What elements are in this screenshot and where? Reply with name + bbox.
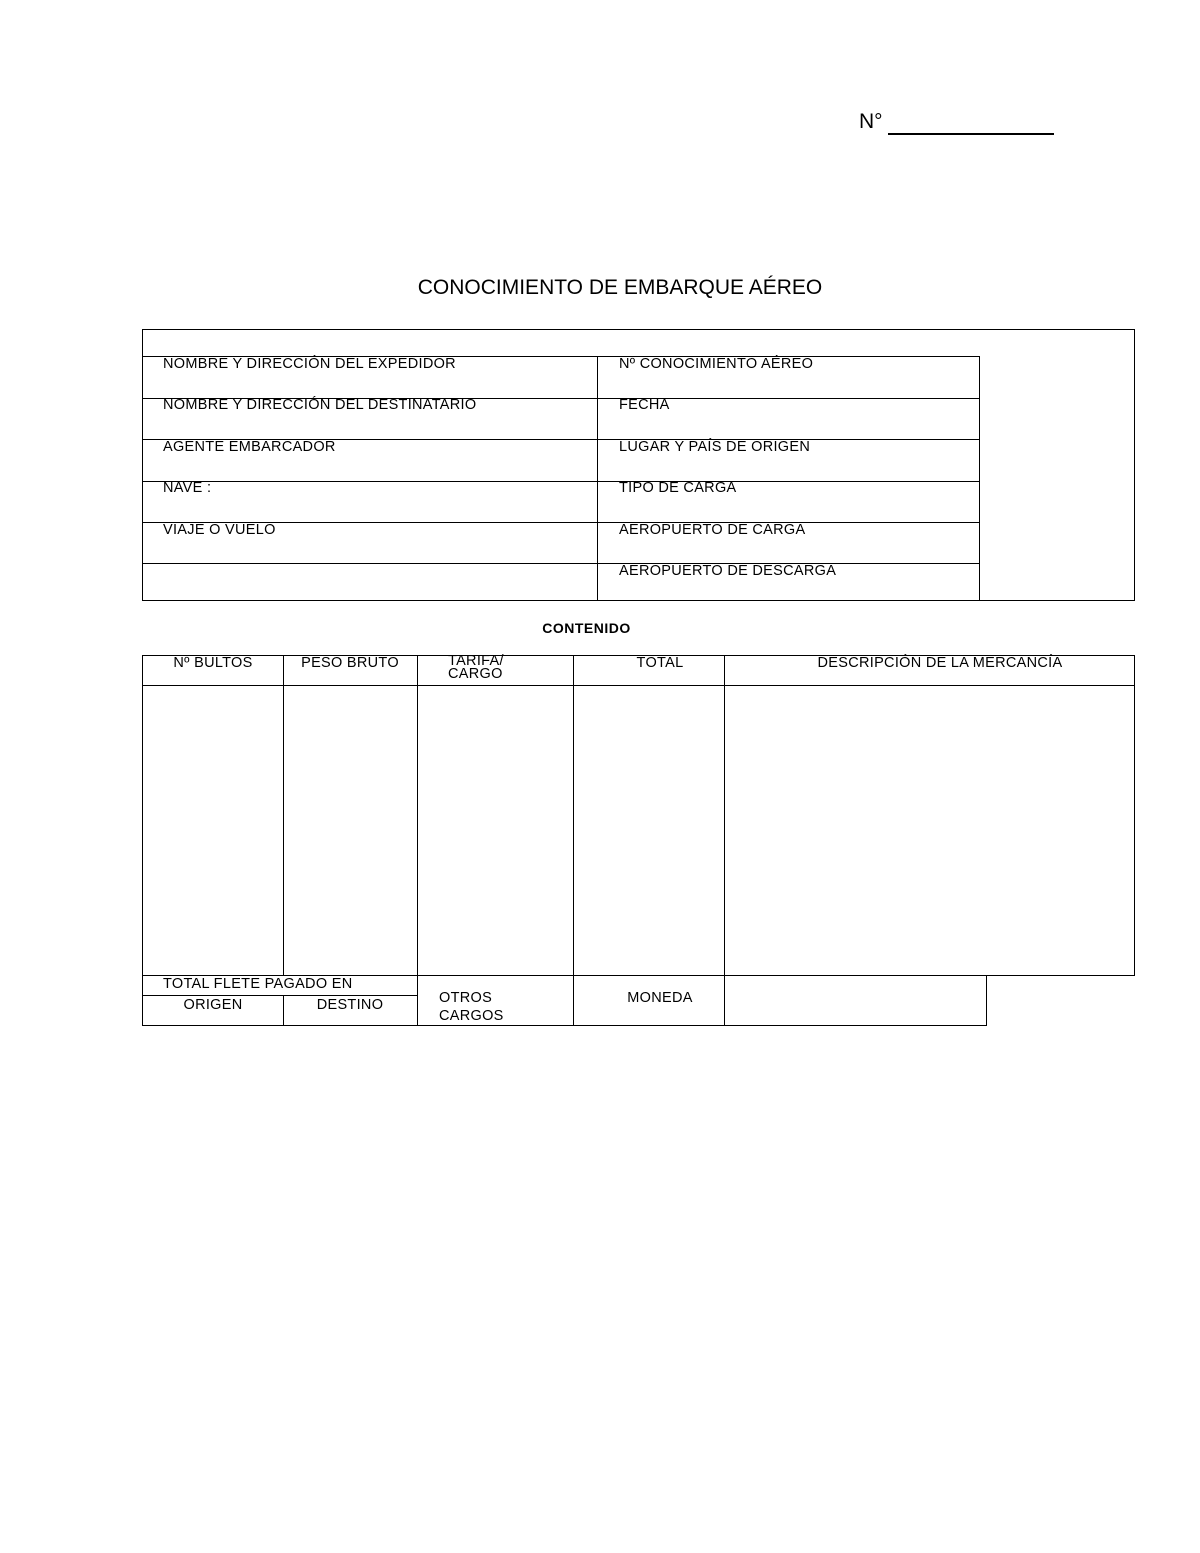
footer-divider bbox=[573, 975, 574, 1026]
row-divider bbox=[142, 481, 980, 482]
column-header-gross-weight: PESO BRUTO bbox=[301, 655, 399, 671]
column-header-rate-line2: CARGO bbox=[448, 666, 503, 682]
footer-divider bbox=[417, 975, 418, 1026]
column-divider bbox=[979, 356, 980, 601]
table-border-top bbox=[142, 329, 1135, 330]
footer-border-right bbox=[986, 975, 987, 1026]
other-charges-label[interactable] bbox=[439, 989, 504, 1025]
field-shipping-agent[interactable]: AGENTE EMBARCADOR bbox=[163, 439, 336, 455]
table-border-right bbox=[1134, 329, 1135, 601]
currency-label[interactable]: MONEDA bbox=[627, 990, 693, 1006]
document-number-label: N° bbox=[859, 110, 883, 133]
currency-value-field[interactable] bbox=[726, 977, 985, 1024]
column-header-packages: Nº BULTOS bbox=[173, 655, 253, 671]
document-number-line[interactable] bbox=[888, 133, 1054, 135]
column-divider bbox=[573, 655, 574, 976]
field-airway-bill-number[interactable]: Nº CONOCIMIENTO AÉREO bbox=[619, 356, 814, 372]
header-row-divider bbox=[142, 685, 1135, 686]
field-loading-airport[interactable]: AEROPUERTO DE CARGA bbox=[619, 522, 806, 538]
table-border-right bbox=[1134, 655, 1135, 976]
field-voyage-flight[interactable]: VIAJE O VUELO bbox=[163, 522, 276, 538]
other-charges-line1: OTROS bbox=[439, 990, 493, 1006]
column-header-rate bbox=[448, 655, 504, 681]
field-shipper-name-address[interactable]: NOMBRE Y DIRECCIÓN DEL EXPEDIDOR bbox=[163, 356, 456, 372]
field-cargo-type[interactable]: TIPO DE CARGA bbox=[619, 480, 737, 496]
page-title: CONOCIMIENTO DE EMBARQUE AÉREO bbox=[417, 276, 823, 299]
contents-section-title: CONTENIDO bbox=[542, 620, 631, 636]
freight-origin-label[interactable]: ORIGEN bbox=[183, 997, 243, 1013]
freight-destination-label[interactable]: DESTINO bbox=[316, 997, 384, 1013]
table-border-bottom bbox=[142, 600, 1135, 601]
column-divider bbox=[283, 655, 284, 976]
field-date[interactable]: FECHA bbox=[619, 397, 670, 413]
freight-subheader-divider bbox=[142, 995, 417, 996]
field-place-country-origin[interactable]: LUGAR Y PAÍS DE ORIGEN bbox=[619, 439, 811, 455]
column-divider bbox=[597, 356, 598, 601]
column-header-total: TOTAL bbox=[636, 655, 684, 671]
column-header-description: DESCRIPCIÓN DE LA MERCANCÍA bbox=[817, 655, 1063, 671]
table-border-left bbox=[142, 655, 143, 976]
column-divider bbox=[417, 655, 418, 976]
row-divider bbox=[142, 563, 980, 564]
column-divider bbox=[724, 655, 725, 976]
field-consignee-name-address[interactable]: NOMBRE Y DIRECCIÓN DEL DESTINATARIO bbox=[163, 397, 477, 413]
other-charges-line2: CARGOS bbox=[439, 1008, 504, 1024]
total-freight-paid-label: TOTAL FLETE PAGADO EN bbox=[163, 976, 353, 992]
column-header-rate-line1: TARIFA/ bbox=[448, 653, 504, 669]
footer-border-bottom bbox=[142, 1025, 987, 1026]
field-unloading-airport[interactable]: AEROPUERTO DE DESCARGA bbox=[619, 563, 837, 579]
field-vessel[interactable]: NAVE : bbox=[163, 480, 212, 496]
table-border-left bbox=[142, 329, 143, 601]
